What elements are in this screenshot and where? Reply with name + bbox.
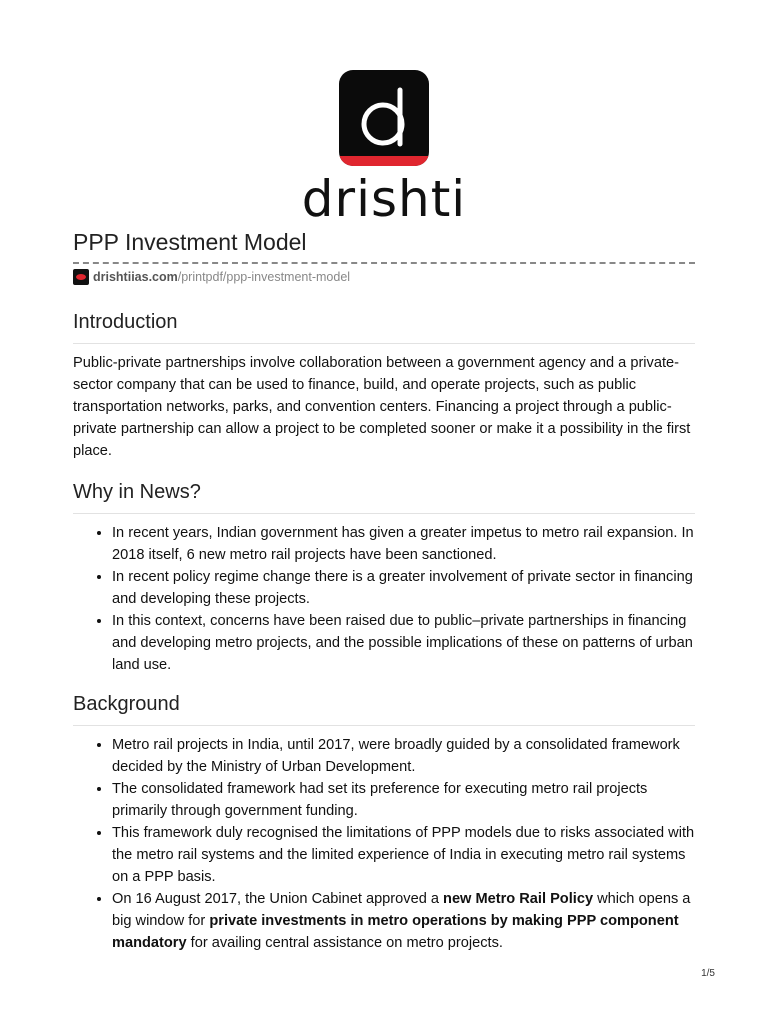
- policy-name: new Metro Rail Policy: [443, 891, 594, 907]
- introduction-text: Public-private partnerships involve collaboration between a government agency and a private-sector company that can be used to finance, build, and operate projects, such as public transportation networks, parks, and convention centers. Financing a project through a public-private partnership can allow a project to be completed sooner or make it a possibility in the first place.: [73, 355, 691, 459]
- list-item: • In recent policy regime change there is a greater involvement of private sector in financing and developing these projects.: [112, 566, 695, 610]
- introduction-heading: Introduction: [73, 309, 695, 344]
- why-in-news-heading: Why in News?: [73, 479, 695, 514]
- source-link[interactable]: [73, 269, 350, 285]
- title-divider: [73, 262, 695, 264]
- d-letter-icon: [339, 70, 429, 166]
- list-item: • In this context, concerns have been raised due to public–private partnerships in financing and developing metro projects, and the possible implications of these on patterns of urban land use.: [112, 610, 695, 676]
- list-item: [112, 888, 695, 954]
- policy-highlight: private investments in metro operations by making PPP component mandatory: [112, 913, 679, 951]
- source-domain[interactable]: drishtiias.com: [93, 270, 178, 284]
- background-list: [73, 734, 695, 954]
- policy-text-3: for availing central assistance on metro projects.: [186, 935, 503, 951]
- background-heading: Background: [73, 691, 695, 726]
- drishti-logo: [0, 70, 768, 229]
- source-path[interactable]: /printpdf/ppp-investment-model: [177, 270, 351, 284]
- list-item: • The consolidated framework had set its preference for executing metro rail projects primarily through government funding.: [112, 778, 695, 822]
- why-in-news-list: [73, 522, 695, 676]
- list-item: • Metro rail projects in India, until 2017, were broadly guided by a consolidated framework decided by the Ministry of Urban Development.: [112, 734, 695, 778]
- site-favicon-icon: [73, 269, 89, 285]
- logo-mark: [339, 70, 429, 166]
- logo-red-stripe: [339, 156, 429, 166]
- policy-text-1: On 16 August 2017, the Union Cabinet approved a: [112, 891, 444, 907]
- policy-text-2: which opens a big window for: [112, 891, 691, 929]
- introduction-section: [73, 309, 695, 462]
- page-number: 1/5: [701, 968, 715, 979]
- page-title: PPP Investment Model: [73, 229, 307, 255]
- list-item: • This framework duly recognised the limitations of PPP models due to risks associated with the metro rail systems and the limited experience of India in executing metro rail systems on a PPP basis.: [112, 822, 695, 888]
- logo-wordmark: drishti: [301, 170, 467, 228]
- list-item: • In recent years, Indian government has given a greater impetus to metro rail expansion. In 2018 itself, 6 new metro rail projects have been sanctioned.: [112, 522, 695, 566]
- background-section: [73, 691, 695, 954]
- why-in-news-section: [73, 479, 695, 676]
